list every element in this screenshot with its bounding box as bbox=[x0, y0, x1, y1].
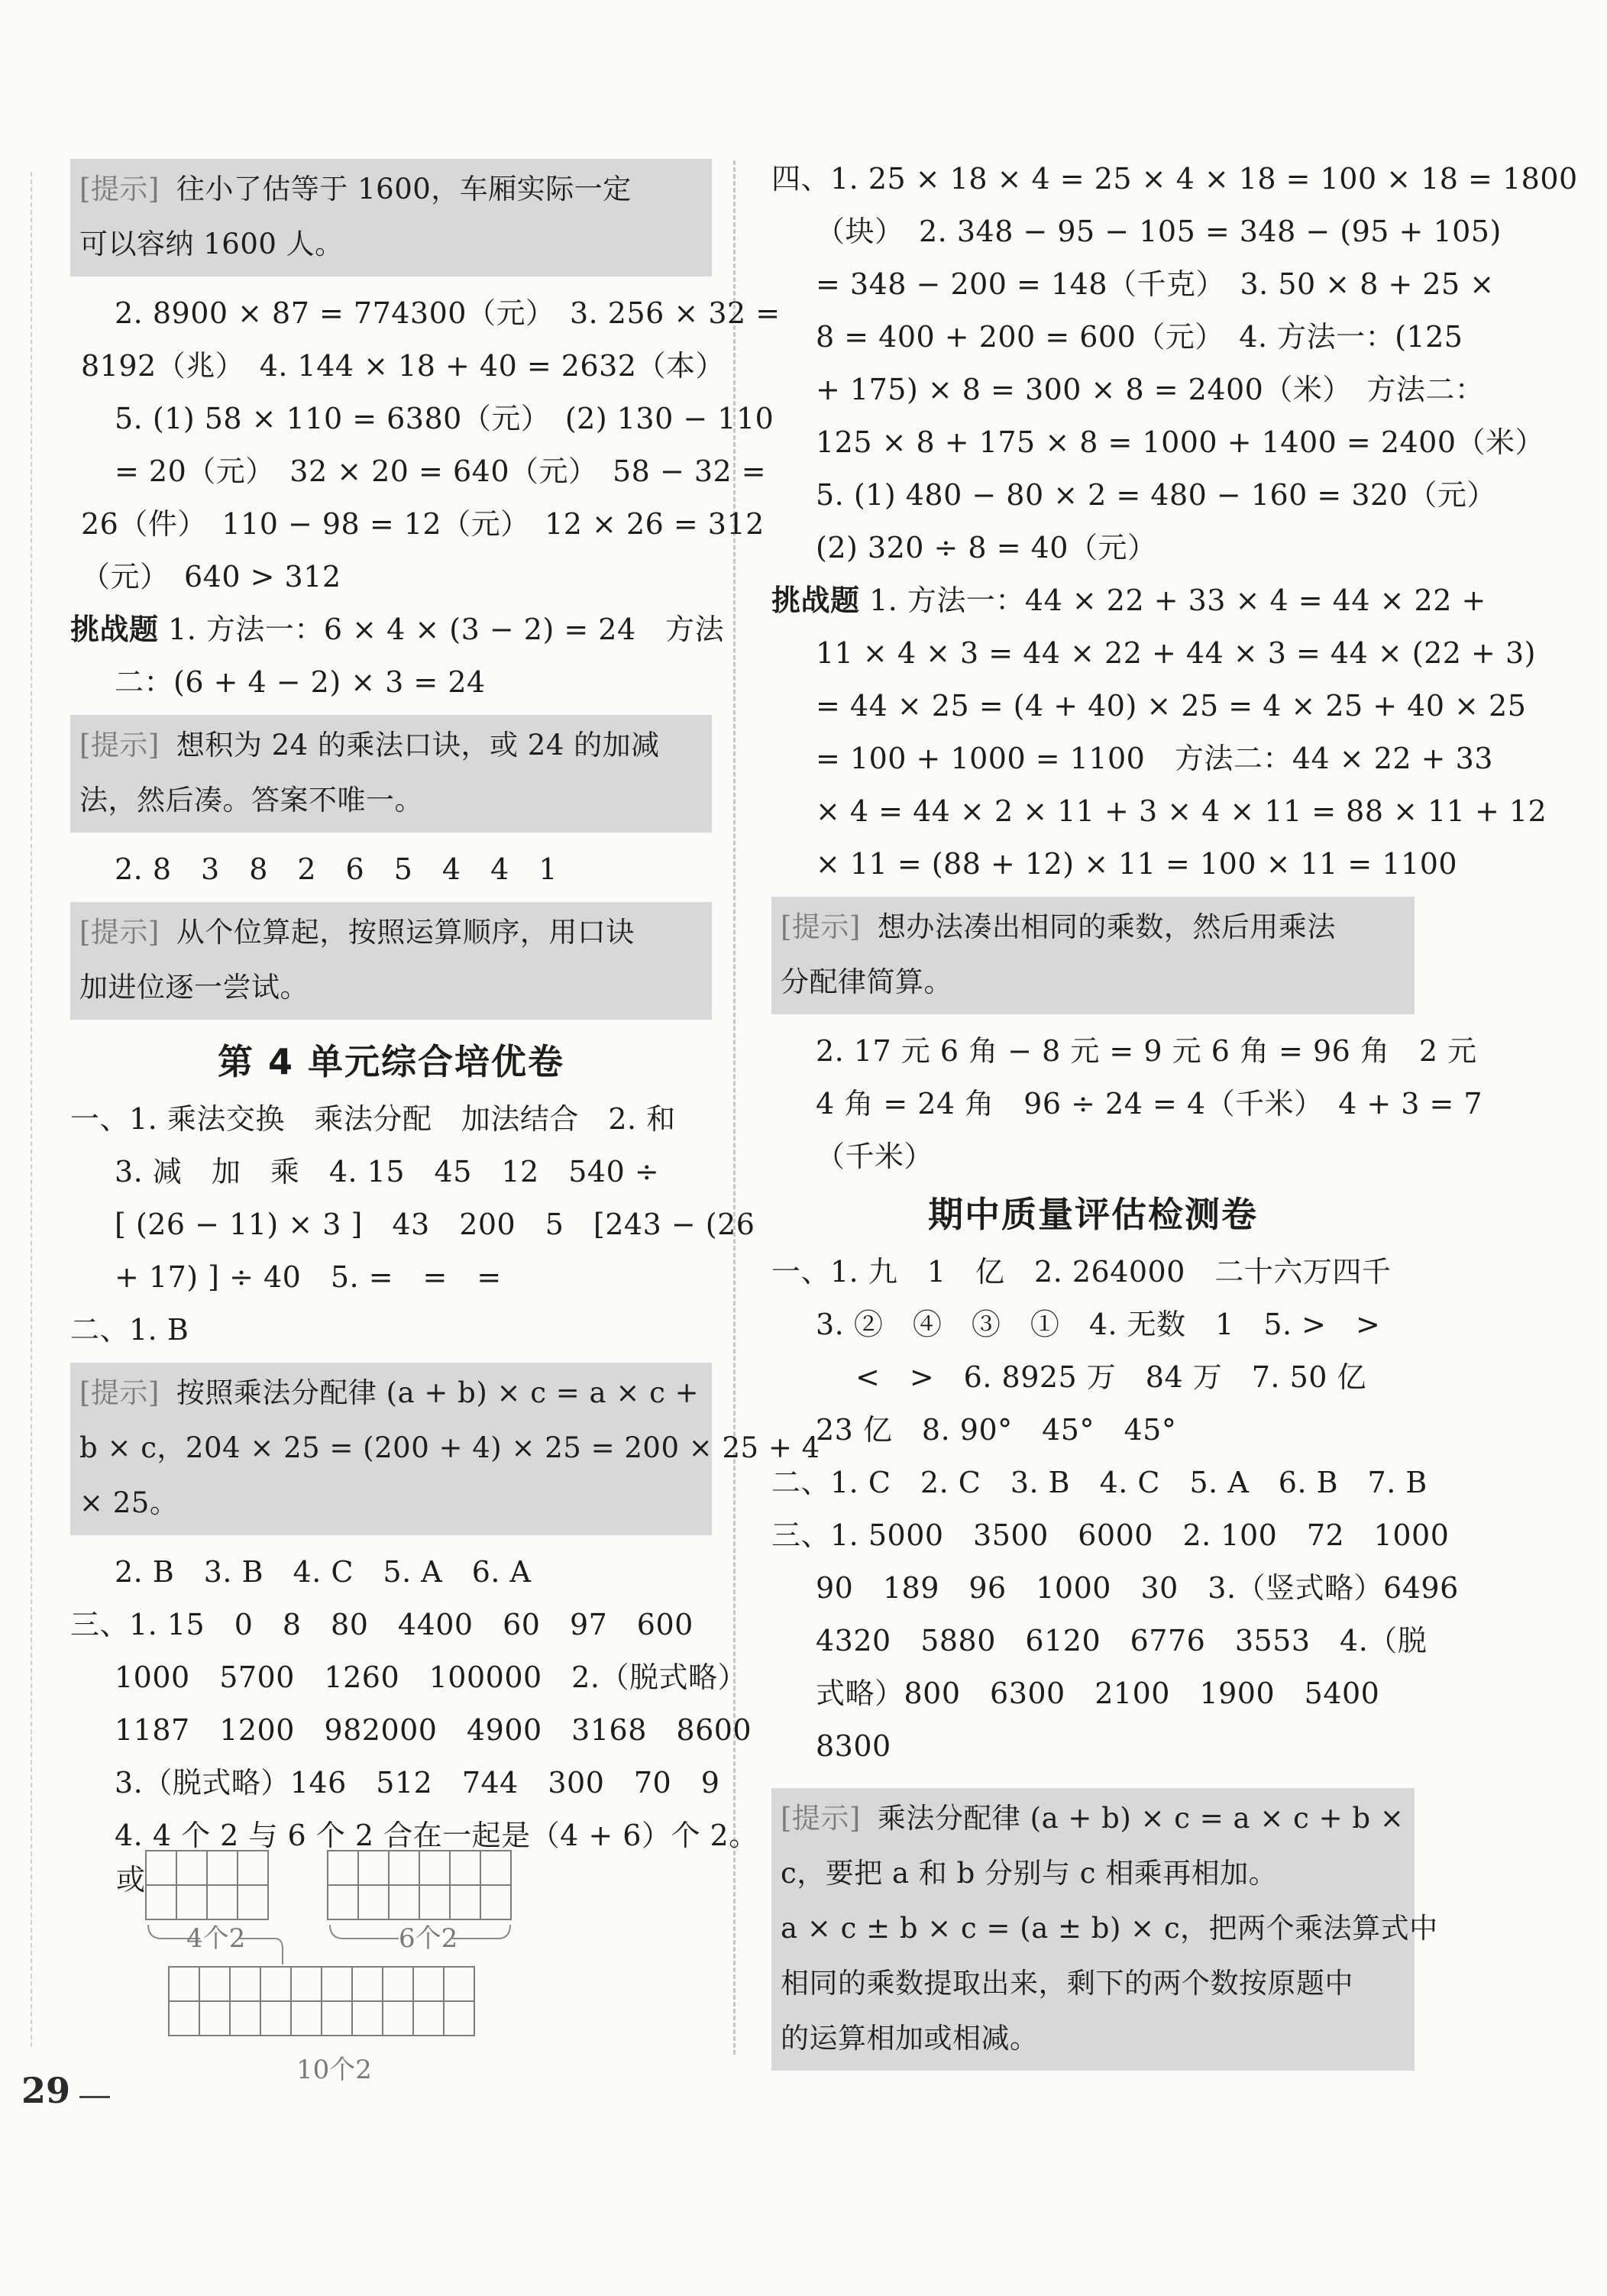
answer-line: 四、1. 25 × 18 × 4 = 25 × 4 × 18 = 100 × 18 = 1800 bbox=[771, 162, 1578, 196]
challenge-line: 11 × 4 × 3 = 44 × 22 + 44 × 3 = 44 × (22 + 3) bbox=[816, 636, 1536, 670]
challenge-line: = 100 + 1000 = 1100 方法二：44 × 22 + 33 bbox=[816, 742, 1493, 775]
hint-text: 的运算相加或相减。 bbox=[781, 2022, 1039, 2055]
answer-line: 二、1. C 2. C 3. B 4. C 5. A 6. B 7. B bbox=[771, 1466, 1428, 1499]
page-number: 29 bbox=[21, 2070, 71, 2111]
challenge-line: × 11 = (88 + 12) × 11 = 100 × 11 = 1100 bbox=[816, 847, 1458, 881]
right-column bbox=[771, 153, 1578, 2081]
answer-line: 式略）800 6300 2100 1900 5400 bbox=[816, 1677, 1380, 1710]
answer-line: 2. 17 元 6 角 − 8 元 = 9 元 6 角 = 96 角 2 元 bbox=[816, 1034, 1477, 1068]
hint-text: c，要把 a 和 b 分别与 c 相乘再相加。 bbox=[781, 1857, 1278, 1890]
hint-tag: [提示] bbox=[79, 173, 160, 205]
answer-line: < > 6. 8925 万 84 万 7. 50 亿 bbox=[855, 1360, 1367, 1394]
answer-line: (2) 320 ÷ 8 = 40（元） bbox=[816, 531, 1157, 564]
hint-text: 乘法分配律 (a + b) × c = a × c + b × bbox=[877, 1802, 1405, 1835]
grid-label-10x2: 10个2 bbox=[296, 2055, 372, 2085]
page-number-dash bbox=[79, 2096, 110, 2098]
answer-line: 三、1. 15 0 8 80 4400 60 97 600 bbox=[70, 1608, 694, 1641]
challenge-label: 挑战题 bbox=[771, 584, 860, 617]
hint-text: b × c，204 × 25 = (200 + 4) × 25 = 200 × 25 + 4 bbox=[79, 1431, 820, 1464]
answer-line: 3. ② ④ ③ ① 4. 无数 1 5. > > bbox=[816, 1308, 1381, 1341]
answer-line: + 175) × 8 = 300 × 8 = 2400（米） 方法二： bbox=[816, 373, 1485, 406]
hint-text: 分配律简算。 bbox=[781, 965, 952, 998]
challenge-line bbox=[70, 603, 725, 656]
hint-box bbox=[70, 902, 712, 1020]
midterm-title: 期中质量评估检测卷 bbox=[928, 1194, 1258, 1235]
answer-line: （元） 640 > 312 bbox=[81, 560, 341, 593]
grid-label-6x2: 6个2 bbox=[399, 1923, 458, 1954]
hint-text: 从个位算起，按照运算顺序，用口诀 bbox=[176, 916, 635, 949]
answer-line: （千米） bbox=[816, 1140, 934, 1173]
answer-line: + 17) ] ÷ 40 5. = = = bbox=[115, 1260, 502, 1294]
answer-line: 一、1. 九 1 亿 2. 264000 二十六万四千 bbox=[771, 1255, 1392, 1289]
hint-tag: [提示] bbox=[79, 729, 160, 762]
hint-text: 想办法凑出相同的乘数，然后用乘法 bbox=[877, 910, 1336, 943]
answer-line: 5. (1) 58 × 110 = 6380（元） (2) 130 − 110 bbox=[115, 402, 774, 435]
answer-line: 二、1. B bbox=[70, 1313, 189, 1347]
hint-tag: [提示] bbox=[79, 916, 160, 949]
hint-text: 想积为 24 的乘法口诀，或 24 的加减 bbox=[176, 729, 660, 762]
hint-text: 可以容纳 1600 人。 bbox=[79, 228, 344, 260]
left-column bbox=[70, 153, 820, 2114]
hint-tag: [提示] bbox=[781, 910, 861, 943]
answer-line: （块） 2. 348 − 95 − 105 = 348 − (95 + 105) bbox=[816, 215, 1502, 248]
hint-text: 按照乘法分配律 (a + b) × c = a × c + bbox=[176, 1376, 700, 1409]
answer-line: 8192（兆） 4. 144 × 18 + 40 = 2632（本） bbox=[81, 349, 725, 383]
answer-line: 2. 8 3 8 2 6 5 4 4 1 bbox=[115, 852, 558, 886]
grid-diagram bbox=[70, 1862, 712, 2114]
hint-text: 法，然后凑。答案不唯一。 bbox=[79, 784, 423, 817]
grid-6x2 bbox=[327, 1850, 512, 1920]
answer-line: 8300 bbox=[816, 1729, 891, 1763]
answer-line: 4. 4 个 2 与 6 个 2 合在一起是（4 + 6）个 2。 bbox=[115, 1819, 758, 1852]
answer-line: 23 亿 8. 90° 45° 45° bbox=[816, 1413, 1177, 1447]
answer-line: 3.（脱式略）146 512 744 300 70 9 bbox=[115, 1766, 720, 1800]
hint-text: a × c ± b × c = (a ± b) × c，把两个乘法算式中 bbox=[781, 1912, 1438, 1945]
answer-line: 4 角 = 24 角 96 ÷ 24 = 4（千米） 4 + 3 = 7 bbox=[816, 1087, 1483, 1121]
answer-line: = 20（元） 32 × 20 = 640（元） 58 − 32 = bbox=[115, 454, 767, 488]
answer-line: 8 = 400 + 200 = 600（元） 4. 方法一：(125 bbox=[816, 320, 1463, 354]
hint-box bbox=[70, 715, 712, 833]
answer-line: 1187 1200 982000 4900 3168 8600 bbox=[115, 1713, 752, 1747]
challenge-label: 挑战题 bbox=[70, 613, 159, 646]
hint-box bbox=[70, 1363, 820, 1535]
answer-line: 26（件） 110 − 98 = 12（元） 12 × 26 = 312 bbox=[81, 507, 765, 541]
challenge-line: = 44 × 25 = (4 + 40) × 25 = 4 × 25 + 40 × 25 bbox=[816, 689, 1527, 723]
hint-text: 相同的乘数提取出来，剩下的两个数按原题中 bbox=[781, 1967, 1353, 2000]
answer-line: [ (26 − 11) × 3 ] 43 200 5 [243 − (26 bbox=[115, 1208, 755, 1241]
grid-4x2 bbox=[145, 1850, 269, 1920]
unit-4-title: 第 4 单元综合培优卷 bbox=[217, 1041, 565, 1082]
answer-line: 2. 8900 × 87 = 774300（元） 3. 256 × 32 = bbox=[115, 296, 781, 330]
hint-text: 往小了估等于 1600，车厢实际一定 bbox=[176, 173, 632, 205]
hint-box bbox=[771, 1788, 1438, 2071]
hint-text: × 25。 bbox=[79, 1486, 179, 1519]
answer-line: 90 189 96 1000 30 3.（竖式略）6496 bbox=[816, 1571, 1459, 1605]
challenge-line bbox=[771, 574, 1486, 627]
hint-tag: [提示] bbox=[79, 1376, 160, 1409]
answer-line: = 348 − 200 = 148（千克） 3. 50 × 8 + 25 × bbox=[816, 267, 1495, 301]
challenge-line: 二：(6 + 4 − 2) × 3 = 24 bbox=[115, 665, 486, 699]
binding-edge-line bbox=[31, 172, 32, 2047]
answer-line: 一、1. 乘法交换 乘法分配 加法结合 2. 和 bbox=[70, 1102, 676, 1136]
answer-line: 3. 减 加 乘 4. 15 45 12 540 ÷ bbox=[115, 1155, 660, 1188]
challenge-text: 1. 方法一：6 × 4 × (3 − 2) = 24 方法 bbox=[158, 613, 725, 646]
hint-tag: [提示] bbox=[781, 1802, 861, 1835]
answer-line: 1000 5700 1260 100000 2.（脱式略） bbox=[115, 1661, 747, 1694]
hint-text: 加进位逐一尝试。 bbox=[79, 971, 309, 1004]
answer-line: 2. B 3. B 4. C 5. A 6. A bbox=[115, 1555, 532, 1589]
hint-box bbox=[70, 159, 712, 276]
answer-line: 三、1. 5000 3500 6000 2. 100 72 1000 bbox=[771, 1518, 1450, 1552]
or-label: 或 bbox=[116, 1863, 146, 1897]
challenge-line: × 4 = 44 × 2 × 11 + 3 × 4 × 11 = 88 × 11 + 12 bbox=[816, 794, 1547, 828]
challenge-text: 1. 方法一：44 × 22 + 33 × 4 = 44 × 22 + bbox=[859, 584, 1486, 617]
answer-line: 125 × 8 + 175 × 8 = 1000 + 1400 = 2400（米） bbox=[816, 425, 1545, 459]
answer-line: 5. (1) 480 − 80 × 2 = 480 − 160 = 320（元） bbox=[816, 478, 1496, 512]
hint-box bbox=[771, 897, 1415, 1014]
grid-label-4x2: 4个2 bbox=[186, 1923, 246, 1954]
grid-10x2 bbox=[168, 1966, 475, 2036]
answer-line: 4320 5880 6120 6776 3553 4.（脱 bbox=[816, 1624, 1428, 1657]
